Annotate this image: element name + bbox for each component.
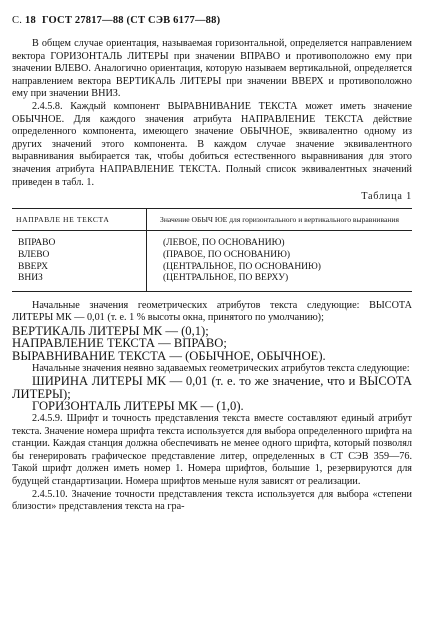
table-bottom-rule	[12, 291, 412, 292]
initial-values-intro: Начальные значения геометрических атрибутов текста следующие: ВЫСОТА ЛИТЕРЫ МК — 0,01 (т. е. 1 % высоты окна, принятого по умолчанию);	[12, 299, 412, 324]
initial-value-line: НАПРАВЛЕНИЕ ТЕКСТА — ВПРАВО;	[12, 336, 227, 351]
standard-code: ГОСТ 27817—88 (СТ СЭВ 6177—88)	[41, 15, 221, 26]
table-cell-direction: ВНИЗ	[12, 273, 147, 291]
initial-value-line: ВЫРАВНИВАНИЕ ТЕКСТА — (ОБЫЧНОЕ, ОБЫЧНОЕ).	[12, 349, 326, 364]
table-row	[12, 262, 412, 274]
table-cell-value: (ЦЕНТРАЛЬНОЕ, ПО ОСНОВАНИЮ)	[163, 261, 321, 272]
page-letter: С.	[12, 15, 23, 26]
table-cell-value: (ЦЕНТРАЛЬНОЕ, ПО ВЕРХУ)	[163, 273, 289, 284]
table-row	[12, 250, 412, 262]
page-header	[12, 15, 220, 28]
table-header-direction: НАПРАВЛЕ НЕ ТЕКСТА	[12, 208, 147, 231]
table-cell-direction: ВВЕРХ	[12, 262, 147, 274]
paragraph-orientation: В общем случае ориентация, называемая горизонтальной, определяется направлением вектора ГОРИЗОНТАЛЬ ЛИТЕРЫ при значении ВПРАВО и противоположно ему при значении ВЛЕВО. Аналогично ориентация, которую называем вертикальной, определяется направлением вектора ВЕРТИКАЛЬ ЛИТЕРЫ при значении ВВЕРХ и противоположно ему при значении ВНИЗ.	[12, 38, 412, 100]
document-body	[12, 38, 412, 514]
page-number: 18	[25, 15, 36, 26]
paragraph-2-4-5-10: 2.4.5.10. Значение точности представления текста используется для выбора «степени близости» представления текста на гра-	[12, 488, 412, 513]
table-header-normal-value: Значение ОБЫЧ ЮЕ для горизонтального и вертикального выравнивания	[147, 208, 413, 231]
initial-value-line: ВЕРТИКАЛЬ ЛИТЕРЫ МК — (0,1);	[12, 323, 209, 338]
paragraph-2-4-5-9: 2.4.5.9. Шрифт и точность представления текста вместе составляют единый атрибут текста. Значение номера шрифта текста используется для выбора определенного шрифта на станции. Каждая станция должна обеспечивать не менее одного шрифта, который позволял бы генерировать графическое представление литер, определенных в СТ СЭВ 359—76. Такой шрифт должен иметь номер 1. Номера шрифтов, большие 1, резервируются для будущей стандартизации. Номера шрифтов меньше нуля зависят от реализации.	[12, 413, 412, 487]
alignment-table	[12, 208, 412, 291]
table-row	[12, 231, 412, 250]
table-caption: Таблица 1	[361, 191, 412, 203]
initial-value-line: ШИРИНА ЛИТЕРЫ МК — 0,01 (т. е. то же значение, что и ВЫСОТА ЛИТЕРЫ);	[12, 374, 412, 401]
table-cell-value: (ПРАВОЕ, ПО ОСНОВАНИЮ)	[163, 249, 291, 260]
initial-value-line: ГОРИЗОНТАЛЬ ЛИТЕРЫ МК — (1,0).	[32, 399, 244, 414]
table-cell-direction: ВЛЕВО	[12, 250, 147, 262]
paragraph-2-4-5-8: 2.4.5.8. Каждый компонент ВЫРАВНИВАНИЕ ТЕКСТА может иметь значение ОБЫЧНОЕ. Для каждого значения атрибута НАПРАВЛЕНИЕ ТЕКСТА действие определенного компонента, имеющего значение ОБЫЧНОЕ, эквивалентно одному из других значений этого компонента. В каждом случае значение эквивалентного выравнивания выбирается так, чтобы добиться естественного выравнивания для этого значения атрибута НАПРАВЛЕНИЕ ТЕКСТА. Полный список эквивалентных значений приведен в табл. 1.	[12, 100, 412, 188]
table-cell-direction: ВПРАВО	[12, 231, 147, 250]
implicit-values-intro: Начальные значения неявно задаваемых геометрических атрибутов текста следующие:	[32, 362, 410, 374]
table-row	[12, 273, 412, 291]
table-cell-value: (ЛЕВОЕ, ПО ОСНОВАНИЮ)	[163, 238, 285, 249]
